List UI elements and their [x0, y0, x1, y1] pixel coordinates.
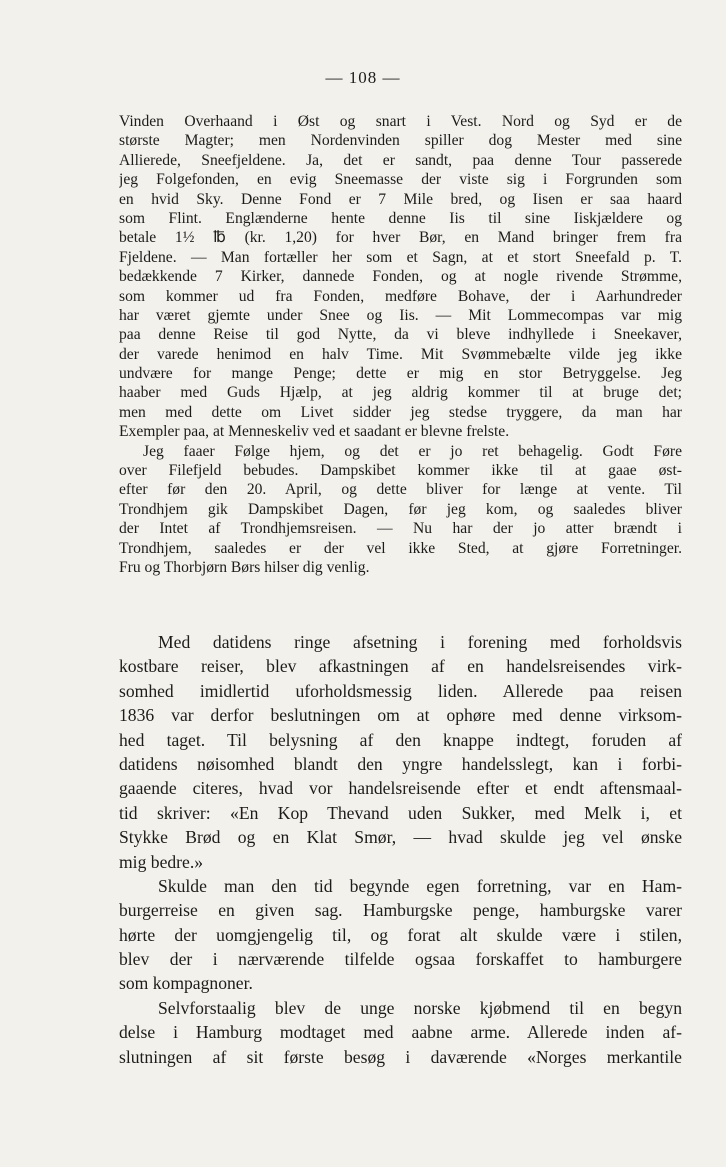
letter-line: der Intet af Trondhjemsreisen. — Nu har der jo atter brændt i	[119, 520, 682, 538]
narrative-line: hørte der uomgjengelig til, og forat alt skulde være i stilen,	[119, 924, 682, 945]
letter-line: haaber med Guds Hjælp, at jeg aldrig kommer til at bruge det;	[119, 384, 682, 402]
letter-line: Trondhjem, saaledes er der vel ikke Sted, at gjøre Forretninger.	[119, 539, 682, 557]
letter-line: betale 1½ ℔ (kr. 1,20) for hver Bør, en Mand bringer frem fra	[119, 229, 682, 247]
narrative-line: Stykke Brød og en Klat Smør, — hvad skulde jeg vel ønske	[119, 827, 682, 848]
letter-line: Allierede, Sneefjeldene. Ja, det er sandt, paa denne Tour passerede	[119, 151, 682, 169]
narrative-line: 1836 var derfor beslutningen om at ophøre med denne virksom-	[119, 705, 682, 726]
letter-line: undvære for mange Penge; dette er mig en stor Betryggelse. Jeg	[119, 365, 682, 383]
narrative-line: som kompagnoner.	[119, 973, 253, 994]
letter-line: Vinden Overhaand i Øst og snart i Vest. Nord og Syd er de	[119, 113, 682, 130]
narrative-text	[119, 630, 682, 1069]
narrative-line: somhed imidlertid uforholdsmessig liden. Allerede paa reisen	[119, 680, 682, 701]
narrative-line: tid skriver: «En Kop Thevand uden Sukker, med Melk i, et	[119, 802, 682, 823]
narrative-line: slutningen af sit første besøg i daværende «Norges merkantile	[119, 1046, 682, 1067]
letter-line: Trondhjem gik Dampskibet Dagen, før jeg kom, og saaledes bliver	[119, 500, 682, 518]
letter-line: en hvid Sky. Denne Fond er 7 Mile bred, og Iisen er saa haard	[119, 190, 682, 208]
narrative-line: Selvforstaalig blev de unge norske kjøbmend til en begyn	[158, 997, 682, 1018]
quoted-letter	[119, 112, 682, 577]
letter-line: men med dette om Livet sidder jeg stedse tryggere, da man har	[119, 403, 682, 421]
narrative-line: gaaende citeres, hvad vor handelsreisende efter et endt aftensmaal-	[119, 778, 682, 799]
letter-line: som kommer ud fra Fonden, medføre Bohave, der i Aarhundreder	[119, 287, 682, 305]
narrative-line: hed taget. Til belysning af den knappe indtegt, foruden af	[119, 729, 682, 750]
letter-line: Jeg faaer Følge hjem, og det er jo ret behagelig. Godt Føre	[143, 442, 682, 460]
letter-line: jeg Folgefonden, en evig Sneemasse der viste sig i Forgrunden som	[119, 171, 682, 189]
letter-line: Fru og Thorbjørn Børs hilser dig venlig.	[119, 558, 370, 576]
letter-line: har været gjemte under Snee og Iis. — Mit Lommecompas var mig	[119, 306, 682, 324]
narrative-line: Med datidens ringe afsetning i forening med forholdsvis	[158, 632, 682, 652]
narrative-line: Skulde man den tid begynde egen forretning, var en Ham-	[158, 875, 682, 896]
narrative-line: burgerreise en given sag. Hamburgske penge, hamburgske varer	[119, 900, 682, 921]
letter-line: paa denne Reise til god Nytte, da vi bleve indhyllede i Sneekaver,	[119, 326, 682, 344]
narrative-line: kostbare reiser, blev afkastningen af en handelsreisendes virk-	[119, 656, 682, 677]
letter-line: bedækkende 7 Kirker, dannede Fonden, og at nogle rivende Strømme,	[119, 268, 682, 286]
letter-line: over Filefjeld bebudes. Dampskibet kommer ikke til at gaae øst-	[119, 462, 682, 480]
letter-line: største Magter; men Nordenvinden spiller dog Mester med sine	[119, 132, 682, 150]
narrative-line: datidens nøisomhed blandt den yngre handelsslegt, kan i forbi-	[119, 753, 682, 774]
letter-line: Exempler paa, at Menneskeliv ved et saadant er blevne frelste.	[119, 423, 510, 441]
letter-line: der varede henimod en halv Time. Mit Svømmebælte vilde jeg ikke	[119, 345, 682, 363]
narrative-line: delse i Hamburg modtaget med aabne arme. Allerede inden af-	[119, 1022, 682, 1043]
letter-line: efter før den 20. April, og dette bliver for længe at vente. Til	[119, 481, 682, 499]
letter-line: som Flint. Englænderne hente denne Iis til sine Iiskjældere og	[119, 209, 682, 227]
narrative-line: mig bedre.»	[119, 851, 204, 872]
page-number: — 108 —	[325, 68, 401, 87]
narrative-line: blev der i nærværende tilfelde ogsaa forskaffet to hamburgere	[119, 949, 682, 970]
letter-line: Fjeldene. — Man fortæller her som et Sagn, at et stort Sneefald p. T.	[119, 248, 682, 266]
